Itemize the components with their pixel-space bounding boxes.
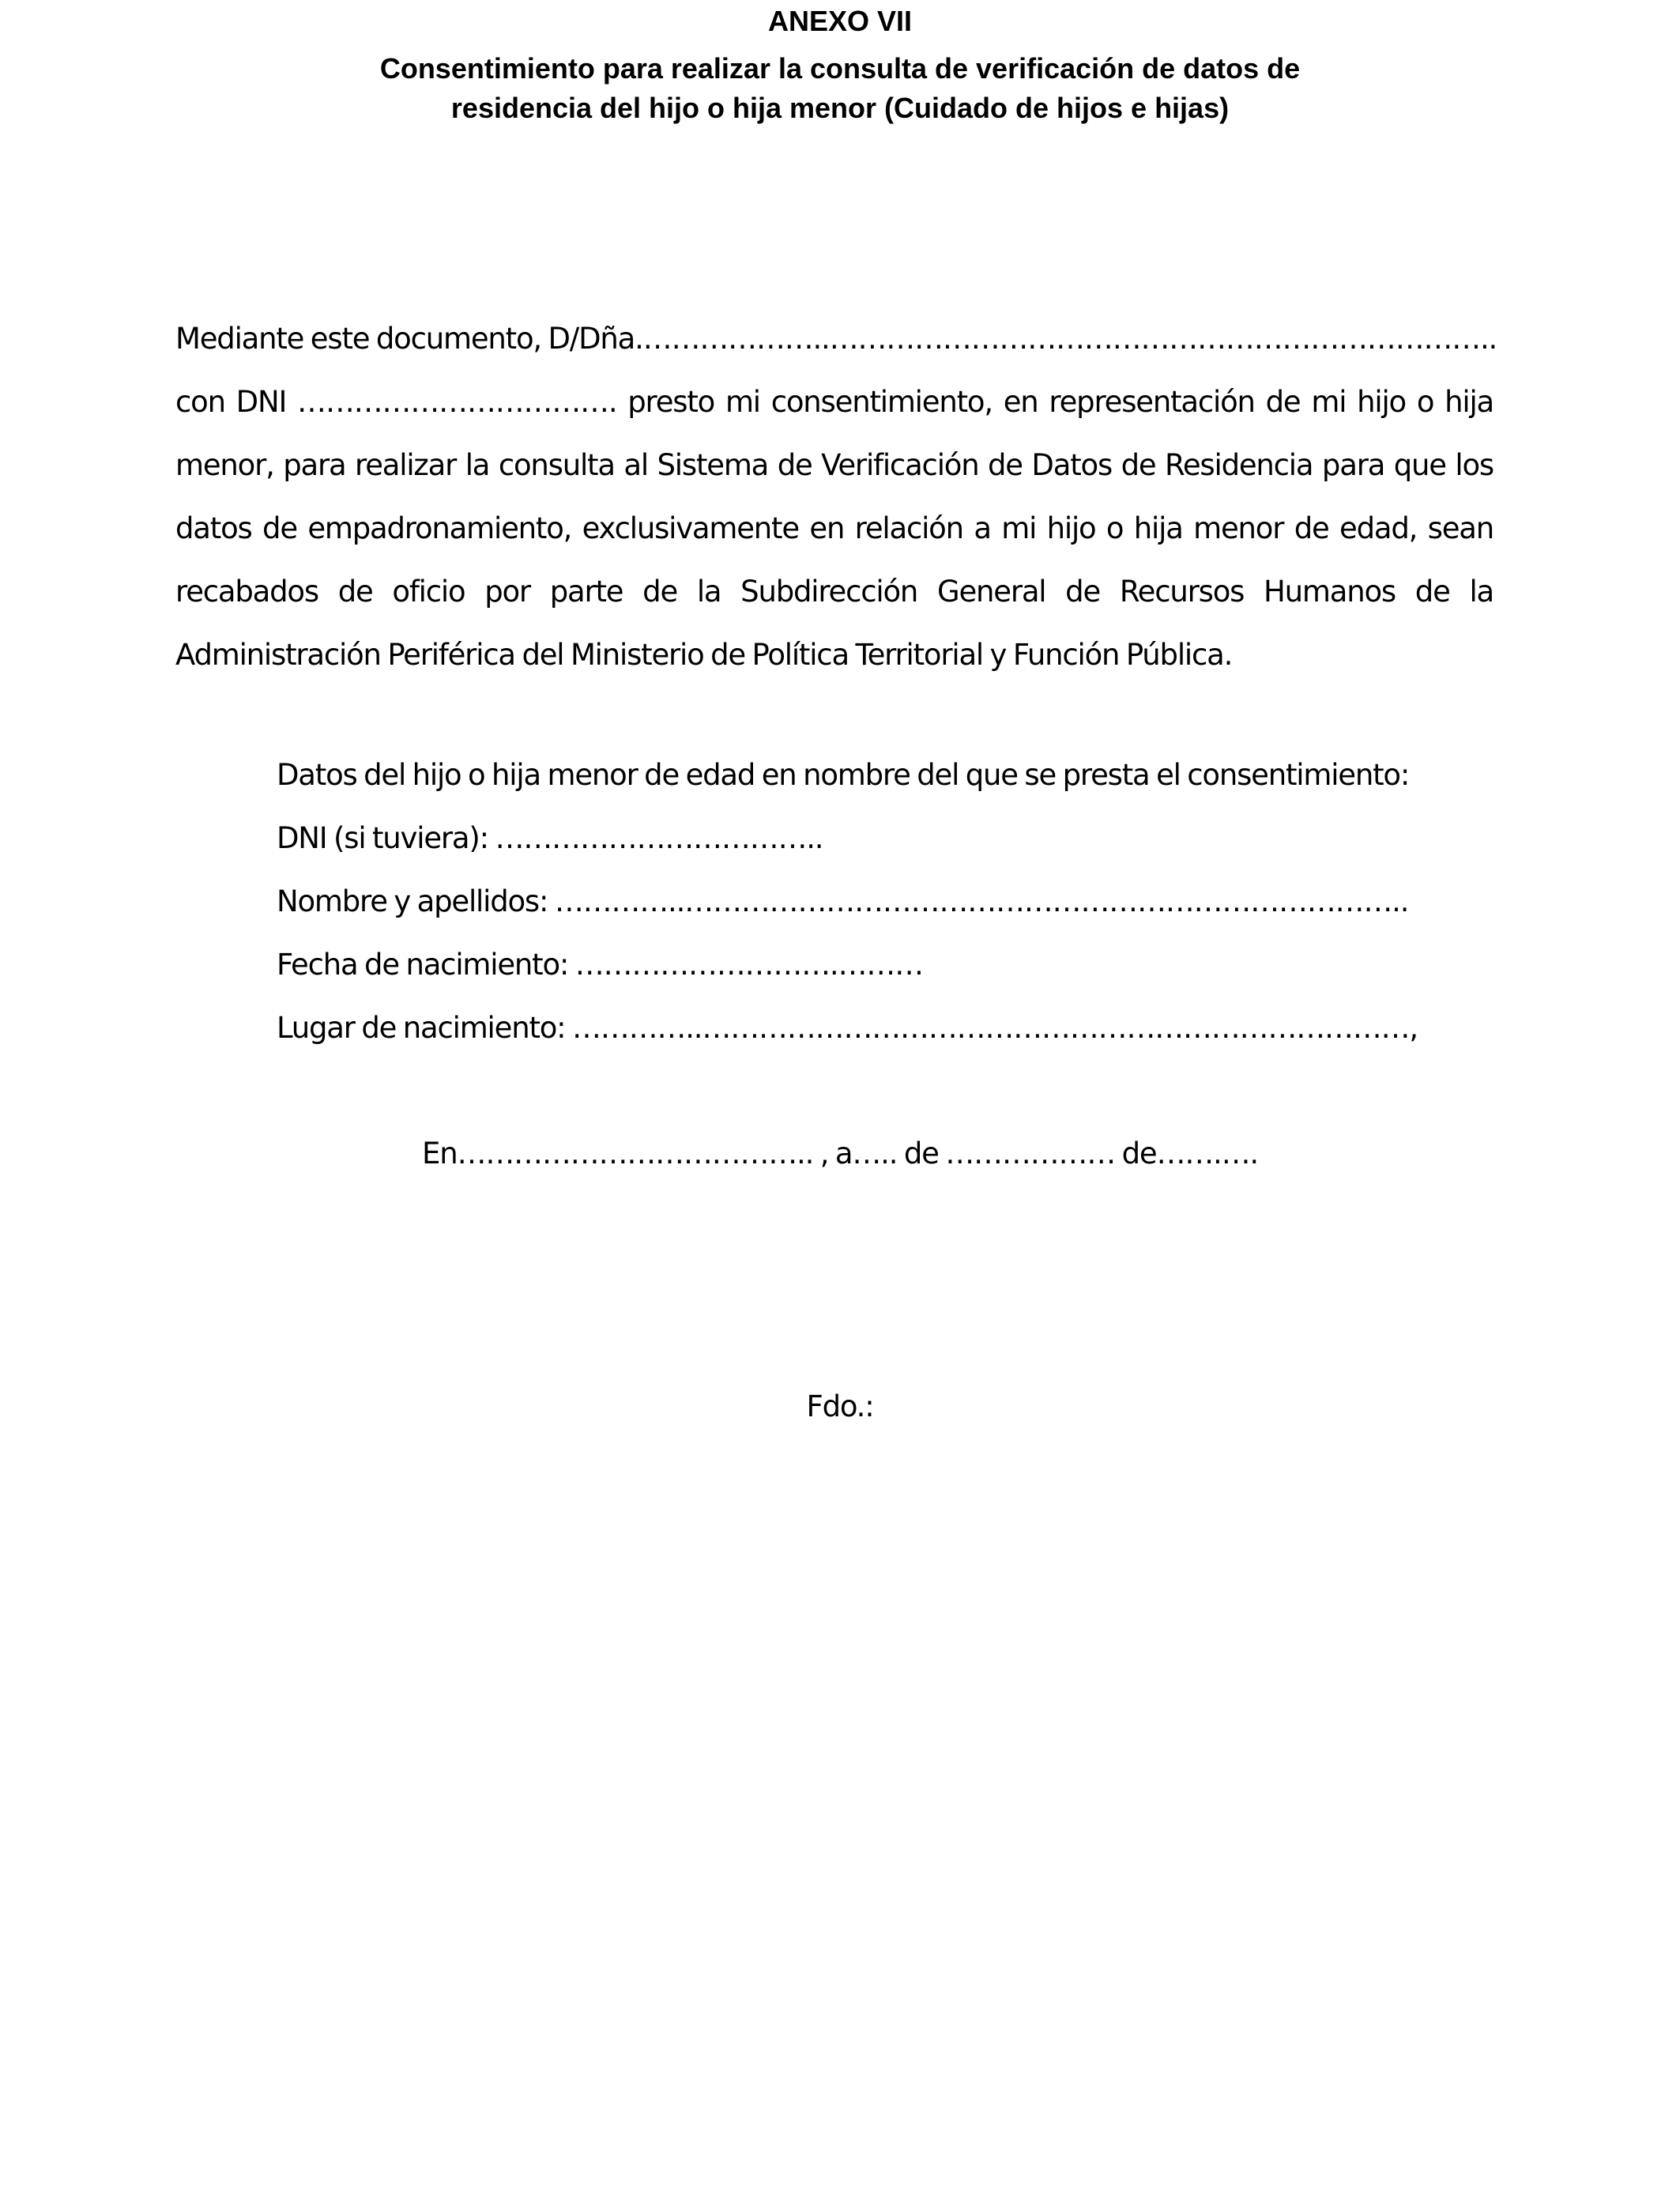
- signature-label: Fdo.:: [806, 1389, 874, 1423]
- consent-line: con DNI ……………………………. presto mi consentimiento, en representación de mi hijo o hija: [175, 385, 1494, 419]
- place-date-line: En……………………………….. , a….. de ……………… de…….….: [422, 1137, 1258, 1171]
- consent-line: menor, para realizar la consulta al Sistema de Verificación de Datos de Residencia para que los: [175, 448, 1494, 482]
- document-title-line-1: Consentimiento para realizar la consulta de verificación de datos de: [379, 52, 1301, 85]
- consent-line: Mediante este documento, D/Dña.………………..……………………………………………………………..: [175, 322, 1497, 356]
- consent-line: recabados de oficio por parte de la Subdirección General de Recursos Humanos de la: [175, 575, 1494, 609]
- child-data-section: [277, 744, 1509, 1060]
- document-title: [0, 49, 1680, 128]
- consent-line: Administración Periférica del Ministerio de Política Territorial y Función Pública.: [175, 638, 1233, 672]
- birth-place-field: Lugar de nacimiento: …………..…………………………………………………………………,: [277, 1011, 1418, 1045]
- full-name-field: Nombre y apellidos: …………..…………………………………………………………………..: [277, 884, 1409, 918]
- document-title-line-2: residencia del hijo o hija menor (Cuidado de hijos e hijas): [450, 92, 1230, 124]
- dni-field: DNI (si tuviera): ……………………………..: [277, 821, 823, 855]
- child-data-intro: Datos del hijo o hija menor de edad en nombre del que se presta el consentimiento:: [277, 758, 1410, 792]
- consent-line: datos de empadronamiento, exclusivamente en relación a mi hijo o hija menor de edad, sean: [175, 511, 1494, 545]
- annex-number: ANEXO VII: [767, 5, 913, 37]
- birth-date-field: Fecha de nacimiento: ……………………….………: [277, 948, 923, 982]
- consent-paragraph: [175, 307, 1497, 687]
